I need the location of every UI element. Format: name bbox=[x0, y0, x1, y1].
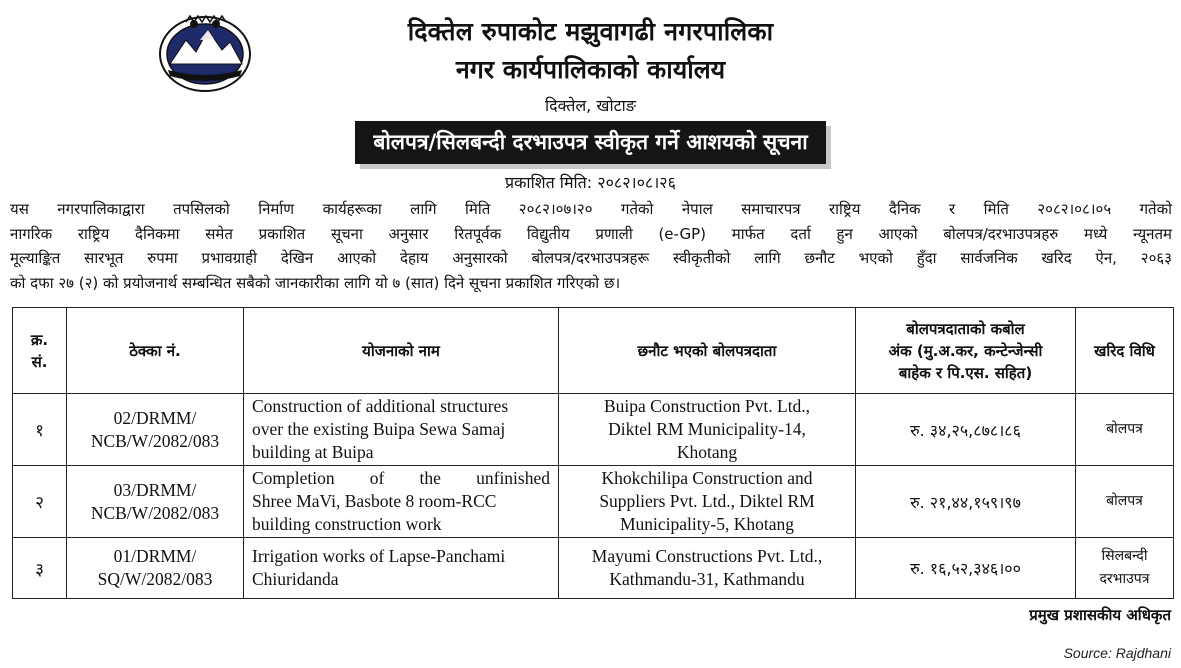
tender-table bbox=[12, 307, 1174, 599]
published-date: प्रकाशित मिति: २०८२।०८।२६ bbox=[505, 173, 676, 192]
notice-title-banner: बोलपत्र/सिलबन्दी दरभाउपत्र स्वीकृत गर्ने आशयको सूचना bbox=[355, 121, 825, 164]
cell-project-name: Construction of additional structures over the existing Buipa Sewa Samaj building at Buipa bbox=[244, 394, 559, 466]
col-header-amount: बोलपत्रदाताको कबोल अंक (मु.अ.कर, कन्टेन्जेन्सी बाहेक र पि.एस. सहित) bbox=[856, 308, 1076, 394]
cell-project-name: Completion of the unfinished Shree MaVi, Basbote 8 room-RCC building construction work bbox=[244, 466, 559, 538]
cell-amount: रु. ३४,२५,८७८।८६ bbox=[856, 394, 1076, 466]
cell-bidder: Buipa Construction Pvt. Ltd., Diktel RM Municipality-14, Khotang bbox=[559, 394, 856, 466]
table-row bbox=[13, 538, 1174, 599]
table-header-row bbox=[13, 308, 1174, 394]
cell-contract-no: 01/DRMM/ SQ/W/2082/083 bbox=[67, 538, 244, 599]
cell-sn: २ bbox=[13, 466, 67, 538]
cell-bidder: Mayumi Constructions Pvt. Ltd., Kathmandu-31, Kathmandu bbox=[559, 538, 856, 599]
cell-method: बोलपत्र bbox=[1076, 394, 1174, 466]
cell-contract-no: 02/DRMM/ NCB/W/2082/083 bbox=[67, 394, 244, 466]
table-row bbox=[13, 394, 1174, 466]
signatory-title: प्रमुख प्रशासकीय अधिकृत bbox=[1029, 606, 1171, 624]
col-header-contract-no: ठेक्का नं. bbox=[67, 308, 244, 394]
office-name: नगर कार्यपालिकाको कार्यालय bbox=[455, 55, 726, 84]
office-address: दिक्तेल, खोटाङ bbox=[545, 96, 636, 115]
cell-sn: ३ bbox=[13, 538, 67, 599]
paragraph-line: नागरिक राष्ट्रिय दैनिकमा समेत प्रकाशित सूचना अनुसार रितपूर्वक विद्युतीय प्रणाली (e-GP) मार्फत दर्ता हुन आएको बोलपत्र/दरभाउपत्रहरु मध्ये न्यूनतम bbox=[10, 224, 1172, 243]
paragraph-line: यस नगरपालिकाद्वारा तपसिलको निर्माण कार्यहरूका लागि मिति २०८२।०७।२० गतेको नेपाल समाचारपत्र राष्ट्रिय दैनिक र मिति २०८२।०८।०५ गतेको bbox=[10, 200, 1172, 218]
col-header-sn: क्र. सं. bbox=[13, 308, 67, 394]
paragraph-line: को दफा २७ (२) को प्रयोजनार्थ सम्बन्धित सबैको जानकारीका लागि यो ७ (सात) दिने सूचना प्रकाशित गरिएको छ। bbox=[10, 273, 621, 292]
table-row bbox=[13, 466, 1174, 538]
source-credit: Source: Rajdhani bbox=[1063, 645, 1171, 661]
cell-method: बोलपत्र bbox=[1076, 466, 1174, 538]
notice-title-wrap bbox=[0, 121, 1181, 164]
cell-bidder: Khokchilipa Construction and Suppliers Pvt. Ltd., Diktel RM Municipality-5, Khotang bbox=[559, 466, 856, 538]
col-header-method: खरिद विधि bbox=[1076, 308, 1174, 394]
cell-project-name: Irrigation works of Lapse-Panchami Chiuridanda bbox=[244, 538, 559, 599]
cell-sn: १ bbox=[13, 394, 67, 466]
col-header-bidder: छनौट भएको बोलपत्रदाता bbox=[559, 308, 856, 394]
notice-paragraph bbox=[10, 197, 1172, 295]
paragraph-line: मूल्याङ्कित सारभूत रुपमा प्रभावग्राही देखिन आएको देहाय अनुसारको बोलपत्र/दरभाउपत्रहरू स्वीकृतीको लागि छनौट भएको हुँदा सार्वजनिक खरिद ऐन, २०६३ bbox=[10, 249, 1172, 267]
col-header-project-name: योजनाको नाम bbox=[244, 308, 559, 394]
cell-amount: रु. २१,४४,१५९।९७ bbox=[856, 466, 1076, 538]
municipality-name: दिक्तेल रुपाकोट मझुवागढी नगरपालिका bbox=[407, 17, 774, 46]
cell-amount: रु. १६,५२,३४६।०० bbox=[856, 538, 1076, 599]
cell-method: सिलबन्दी दरभाउपत्र bbox=[1076, 538, 1174, 599]
cell-contract-no: 03/DRMM/ NCB/W/2082/083 bbox=[67, 466, 244, 538]
